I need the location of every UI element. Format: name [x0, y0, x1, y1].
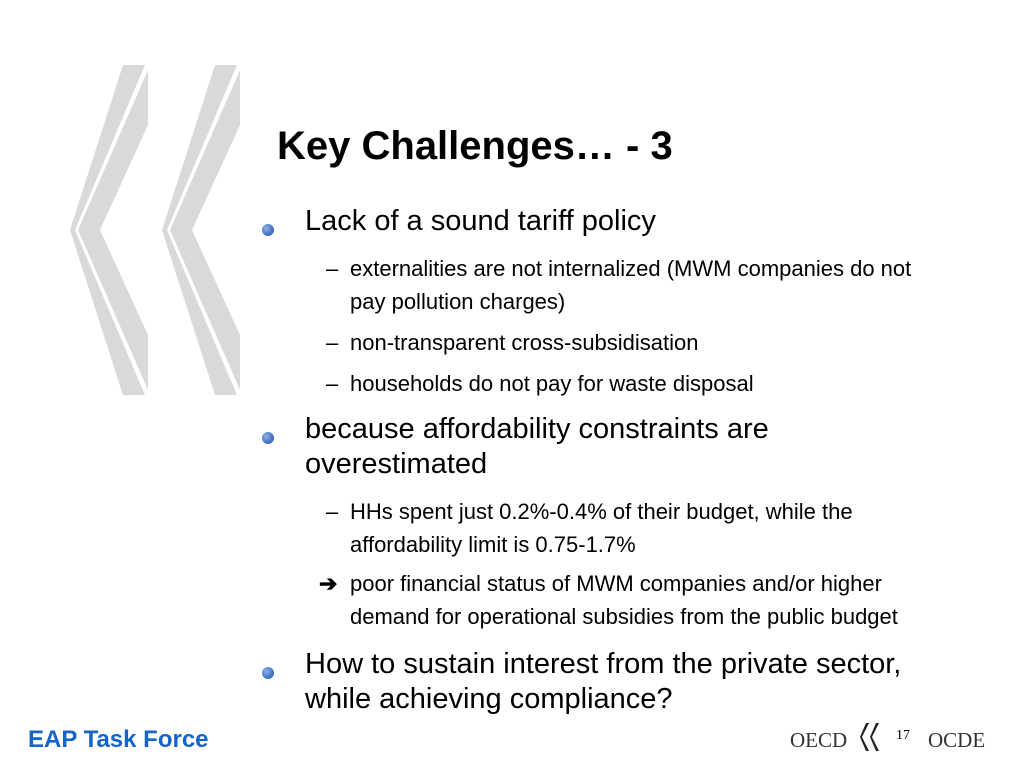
- slide-title: Key Challenges… - 3: [277, 124, 673, 168]
- oecd-label: OECD: [790, 728, 848, 752]
- footer-task-force-label: EAP Task Force: [28, 726, 209, 753]
- sub-bullet-item: [262, 326, 912, 359]
- sub-bullet-item: [262, 367, 912, 400]
- bullet-text: because affordability constraints are overestimated: [305, 413, 769, 480]
- page-number: 17: [896, 728, 910, 743]
- ocde-label: OCDE: [928, 728, 986, 752]
- sub-bullet-text: non-transparent cross-subsidisation: [350, 330, 699, 355]
- right-arrow-icon: ➔: [319, 571, 338, 596]
- dash-marker: –: [326, 256, 339, 281]
- dash-marker: –: [326, 330, 339, 355]
- bullet-text: How to sustain interest from the private sector, while achieving compliance?: [305, 648, 902, 715]
- bullet-list: [262, 204, 912, 717]
- bullet-dot-icon: [262, 224, 274, 236]
- sub-bullet-text: HHs spent just 0.2%-0.4% of their budget, while the affordability limit is 0.75-1.7%: [350, 499, 853, 557]
- sub-bullet-item: [262, 495, 912, 561]
- footer-oecd-logo: [790, 718, 1010, 758]
- bullet-item: [262, 647, 912, 717]
- bullet-text: Lack of a sound tariff policy: [305, 205, 656, 237]
- bullet-dot-icon: [262, 432, 274, 444]
- bullet-item: [262, 412, 912, 482]
- oecd-mini-chevrons-icon: [860, 722, 882, 752]
- sub-bullet-text: households do not pay for waste disposal: [350, 371, 754, 396]
- dash-marker: –: [326, 371, 339, 396]
- bullet-dot-icon: [262, 667, 274, 679]
- oecd-chevrons-logo: [70, 65, 242, 395]
- arrow-item-text: poor financial status of MWM companies and/or higher demand for operational subsidies from the public budget: [350, 571, 898, 629]
- sub-bullet-item: [262, 252, 912, 318]
- sub-bullet-text: externalities are not internalized (MWM companies do not pay pollution charges): [350, 256, 912, 314]
- bullet-item: [262, 204, 912, 239]
- dash-marker: –: [326, 499, 339, 524]
- arrow-item: [262, 567, 912, 633]
